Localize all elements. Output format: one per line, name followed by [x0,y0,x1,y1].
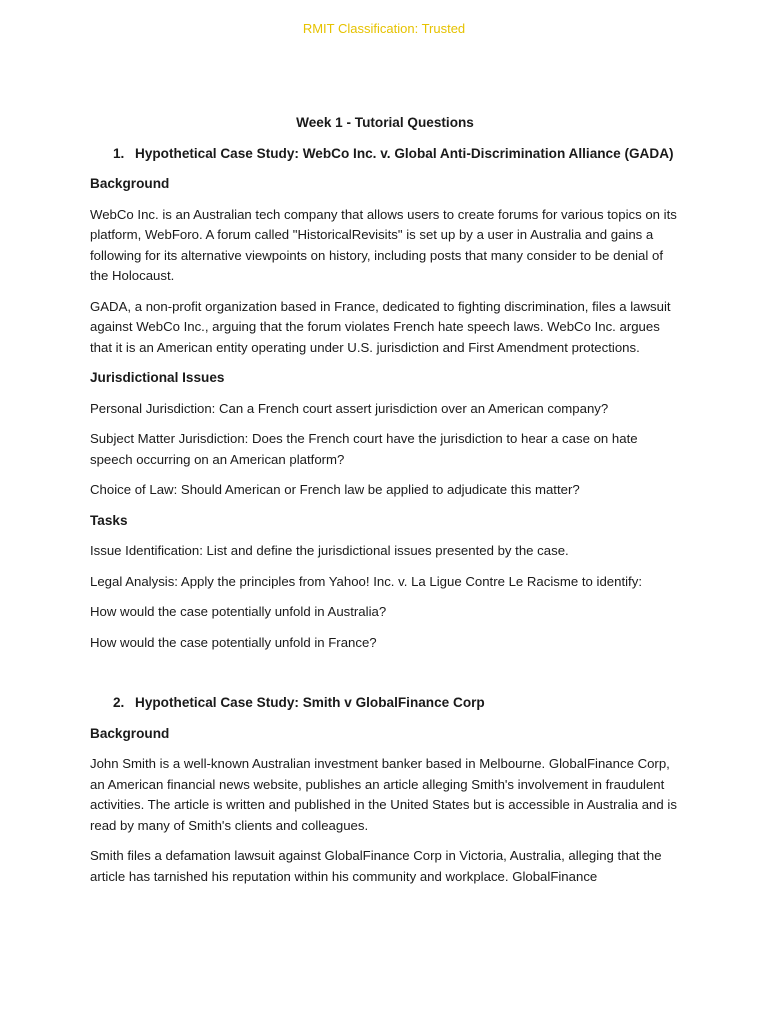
case-1-issue-choice-of-law: Choice of Law: Should American or French law be applied to adjudicate this matter? [90,482,580,497]
case-1-task-issue-identification: Issue Identification: List and define the jurisdictional issues presented by the case. [90,543,569,558]
case-1-task-australia: How would the case potentially unfold in Australia? [90,604,387,619]
case-1-task-legal-analysis: Legal Analysis: Apply the principles from Yahoo! Inc. v. La Ligue Contre Le Racisme to identify: [90,573,642,589]
case-2-title: Hypothetical Case Study: Smith v GlobalFinance Corp [135,695,485,710]
document-body [90,113,680,897]
case-2-background-heading: Background [90,725,170,741]
case-1-heading [113,144,680,165]
case-1-issues-heading: Jurisdictional Issues [90,370,225,385]
classification-label: RMIT Classification: Trusted [302,21,466,36]
case-1-number: 1. [113,145,125,161]
case-1-background-paragraph-1: WebCo Inc. is an Australian tech company that allows users to create forums for various topics on its platform, WebForo. A forum called "HistoricalRevisits" is set up by a user in Australia and gains a following for its alternative viewpoints on history, including posts that many consider to be denial of the Holocaust. [90,206,677,283]
case-1-issue-subject-matter: Subject Matter Jurisdiction: Does the French court have the jurisdiction to hear a case on hate speech occurring on an American platform? [90,431,638,467]
case-2-number: 2. [113,695,125,710]
section-spacer [90,663,680,693]
case-1-title: Hypothetical Case Study: WebCo Inc. v. Global Anti-Discrimination Alliance (GADA) [135,145,674,161]
case-2-heading [113,693,680,714]
case-1-background-paragraph-2: GADA, a non-profit organization based in France, dedicated to fighting discrimination, files a lawsuit against WebCo Inc., arguing that the forum violates French hate speech laws. WebCo Inc. argues that it is an American entity operating under U.S. jurisdiction and First Amendment protections. [90,298,671,355]
case-1-background-heading: Background [90,176,170,191]
case-1-tasks-heading: Tasks [90,512,128,528]
case-2-background-paragraph-1: John Smith is a well-known Australian investment banker based in Melbourne. GlobalFinance Corp, an American financial news website, publishes an article alleging Smith's involvement in fraudulent activities. The article is written and published in the United States but is accessible in Australia and is read by many of Smith's clients and colleagues. [90,756,677,833]
case-1-task-france: How would the case potentially unfold in France? [90,634,377,650]
page-title: Week 1 - Tutorial Questions [296,115,474,130]
case-1-issue-personal-jurisdiction: Personal Jurisdiction: Can a French court assert jurisdiction over an American company? [90,400,609,416]
case-2-background-paragraph-2: Smith files a defamation lawsuit against GlobalFinance Corp in Victoria, Australia, alleging that the article has tarnished his reputation within his community and workplace. GlobalFinance [90,848,662,884]
